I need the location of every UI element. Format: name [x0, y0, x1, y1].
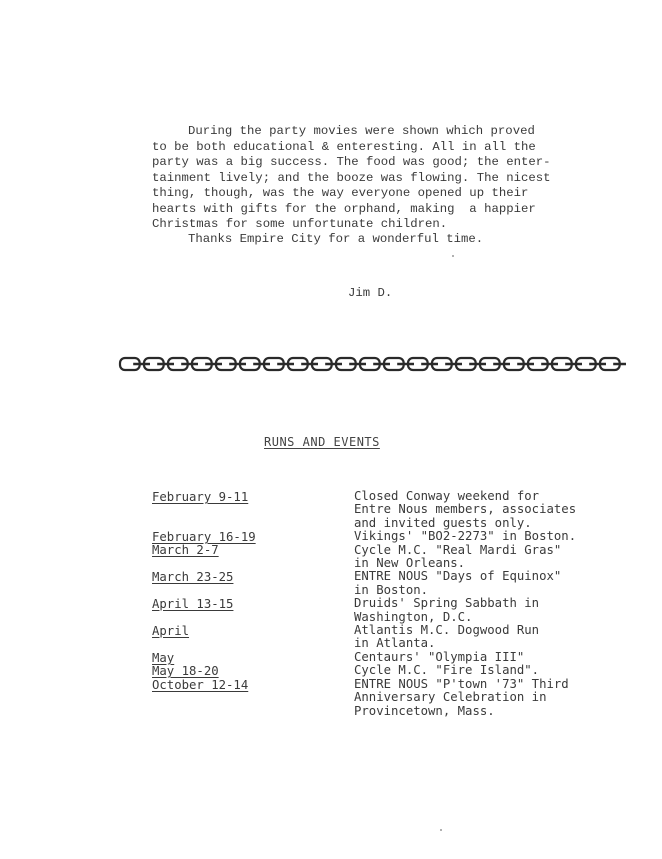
paragraph-line: to be both educational & enteresting. All in all the — [152, 139, 536, 154]
event-description-line: in New Orleans. — [354, 556, 466, 571]
event-description-line: Closed Conway weekend for — [354, 489, 540, 503]
event-description-line: in Atlanta. — [354, 636, 436, 651]
event-date: March 23-25 — [152, 570, 234, 584]
paragraph-line: tainment lively; and the booze was flowing. The nicest — [152, 170, 551, 185]
event-description-line: and invited guests only. — [354, 515, 532, 530]
event-description-line: Druids' Spring Sabbath in — [354, 596, 540, 611]
event-description-line: in Boston. — [354, 582, 429, 597]
event-date: April — [152, 624, 190, 638]
event-description-line: Washington, D.C. — [354, 609, 473, 624]
paragraph-line: thing, though, was the way everyone opened up their — [152, 186, 529, 200]
event-description-line: Atlantis M.C. Dogwood Run — [354, 623, 540, 638]
runs-and-events-title: RUNS AND EVENTS — [264, 435, 380, 449]
event-description-line: ENTRE NOUS "P'town '73" Third — [354, 676, 569, 691]
party-paragraph — [152, 124, 592, 233]
event-date: May — [152, 651, 175, 665]
event-description-line: Cycle M.C. "Fire Island". — [354, 663, 540, 678]
event-description-line: Centaurs' "Olympia III" — [354, 649, 525, 664]
paragraph-line: Christmas for some unfortunate children. — [152, 217, 448, 231]
thanks-line: Thanks Empire City for a wonderful time. — [188, 232, 484, 246]
chain-divider-icon — [118, 354, 626, 374]
event-description-line: Cycle M.C. "Real Mardi Gras" — [354, 542, 562, 557]
paper-speck — [440, 829, 442, 831]
event-date: May 18-20 — [152, 664, 219, 678]
event-descriptions — [354, 490, 614, 718]
event-date: February 16-19 — [152, 530, 256, 544]
paper-speck — [452, 255, 454, 257]
event-description-line: Anniversary Celebration in — [354, 690, 547, 705]
event-description-line: Vikings' "BO2-2273" in Boston. — [354, 529, 577, 544]
paragraph-line: hearts with gifts for the orphand, making a happier — [152, 201, 536, 216]
paragraph-line: During the party movies were shown which proved — [188, 124, 535, 138]
event-date: March 2-7 — [152, 543, 219, 557]
paragraph-line: party was a big success. The food was good; the enter- — [152, 155, 551, 169]
event-description-line: Provincetown, Mass. — [354, 703, 495, 718]
event-description-line: Entre Nous members, associates — [354, 502, 577, 517]
signature: Jim D. — [348, 286, 393, 300]
event-description-line: ENTRE NOUS "Days of Equinox" — [354, 569, 562, 584]
event-date: February 9-11 — [152, 490, 249, 504]
event-date: April 13-15 — [152, 597, 234, 611]
event-date: October 12-14 — [152, 678, 249, 692]
